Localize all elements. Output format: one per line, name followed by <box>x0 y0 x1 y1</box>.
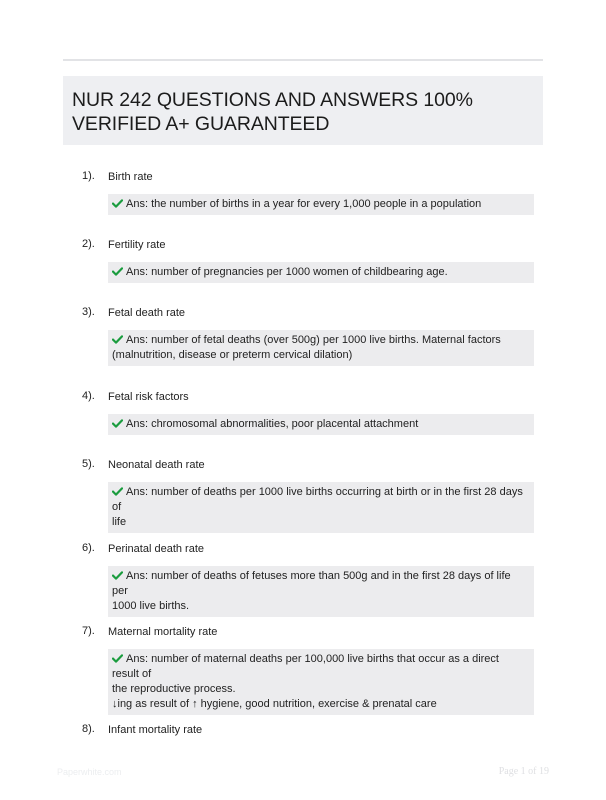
checkmark-icon <box>112 335 123 344</box>
answer-box <box>108 330 534 366</box>
question-number: 6). <box>82 542 95 554</box>
question-number: 8). <box>82 723 95 735</box>
question-number: 3). <box>82 306 95 318</box>
document-title: NUR 242 QUESTIONS AND ANSWERS 100% VERIFIED A+ GUARANTEED <box>72 89 473 135</box>
question-text: Maternal mortality rate <box>108 626 218 638</box>
answer-line <box>112 197 528 212</box>
checkmark-icon <box>112 419 123 428</box>
question-text: Fetal death rate <box>108 307 186 319</box>
question-number: 7). <box>82 625 95 637</box>
answer-text: Ans: number of pregnancies per 1000 women of childbearing age. <box>126 266 448 278</box>
checkmark-icon <box>112 267 123 276</box>
question-number: 5). <box>82 458 95 470</box>
question-text: Fetal risk factors <box>108 391 189 403</box>
answer-line <box>112 333 528 348</box>
question-text: Perinatal death rate <box>108 543 205 555</box>
answer-box <box>108 649 534 715</box>
footer-site: Paperwhite.com <box>57 767 122 777</box>
answer-box <box>108 482 534 533</box>
top-divider <box>63 59 543 61</box>
answer-text: Ans: number of maternal deaths per 100,000 live births that occur as a direct result of <box>112 653 499 680</box>
checkmark-icon <box>112 199 123 208</box>
title-banner <box>63 76 543 145</box>
question-number: 1). <box>82 170 95 182</box>
question-text: Neonatal death rate <box>108 459 205 471</box>
question-text: Birth rate <box>108 171 153 183</box>
answer-text: ↓ing as result of ↑ hygiene, good nutrition, exercise & prenatal care <box>112 698 437 710</box>
checkmark-icon <box>112 487 123 496</box>
answer-text: (malnutrition, disease or preterm cervical dilation) <box>112 349 353 361</box>
answer-text: Ans: number of deaths of fetuses more than 500g and in the first 28 days of life per <box>112 570 511 597</box>
answer-line <box>112 682 528 697</box>
answer-box <box>108 566 534 617</box>
question-number: 2). <box>82 238 95 250</box>
question-number: 4). <box>82 390 95 402</box>
answer-text: 1000 live births. <box>112 600 190 612</box>
answer-line <box>112 417 528 432</box>
answer-line <box>112 265 528 280</box>
answer-line <box>112 652 528 682</box>
answer-text: the reproductive process. <box>112 683 236 695</box>
answer-text: Ans: number of deaths per 1000 live births occurring at birth or in the first 28 days of <box>112 486 523 513</box>
answer-line <box>112 515 528 530</box>
answer-box <box>108 414 534 435</box>
answer-text: life <box>112 516 127 528</box>
answer-line <box>112 697 528 712</box>
question-text: Fertility rate <box>108 239 166 251</box>
answer-line <box>112 485 528 515</box>
answer-line <box>112 569 528 599</box>
checkmark-icon <box>112 571 123 580</box>
checkmark-icon <box>112 654 123 663</box>
question-text: Infant mortality rate <box>108 724 203 736</box>
answer-text: Ans: chromosomal abnormalities, poor placental attachment <box>126 418 419 430</box>
answer-text: Ans: number of fetal deaths (over 500g) per 1000 live births. Maternal factors <box>126 334 501 346</box>
answer-line <box>112 599 528 614</box>
answer-box <box>108 262 534 283</box>
answer-box <box>108 194 534 215</box>
page-number: Page 1 of 19 <box>498 766 549 777</box>
answer-text: Ans: the number of births in a year for every 1,000 people in a population <box>126 198 482 210</box>
answer-line <box>112 348 528 363</box>
